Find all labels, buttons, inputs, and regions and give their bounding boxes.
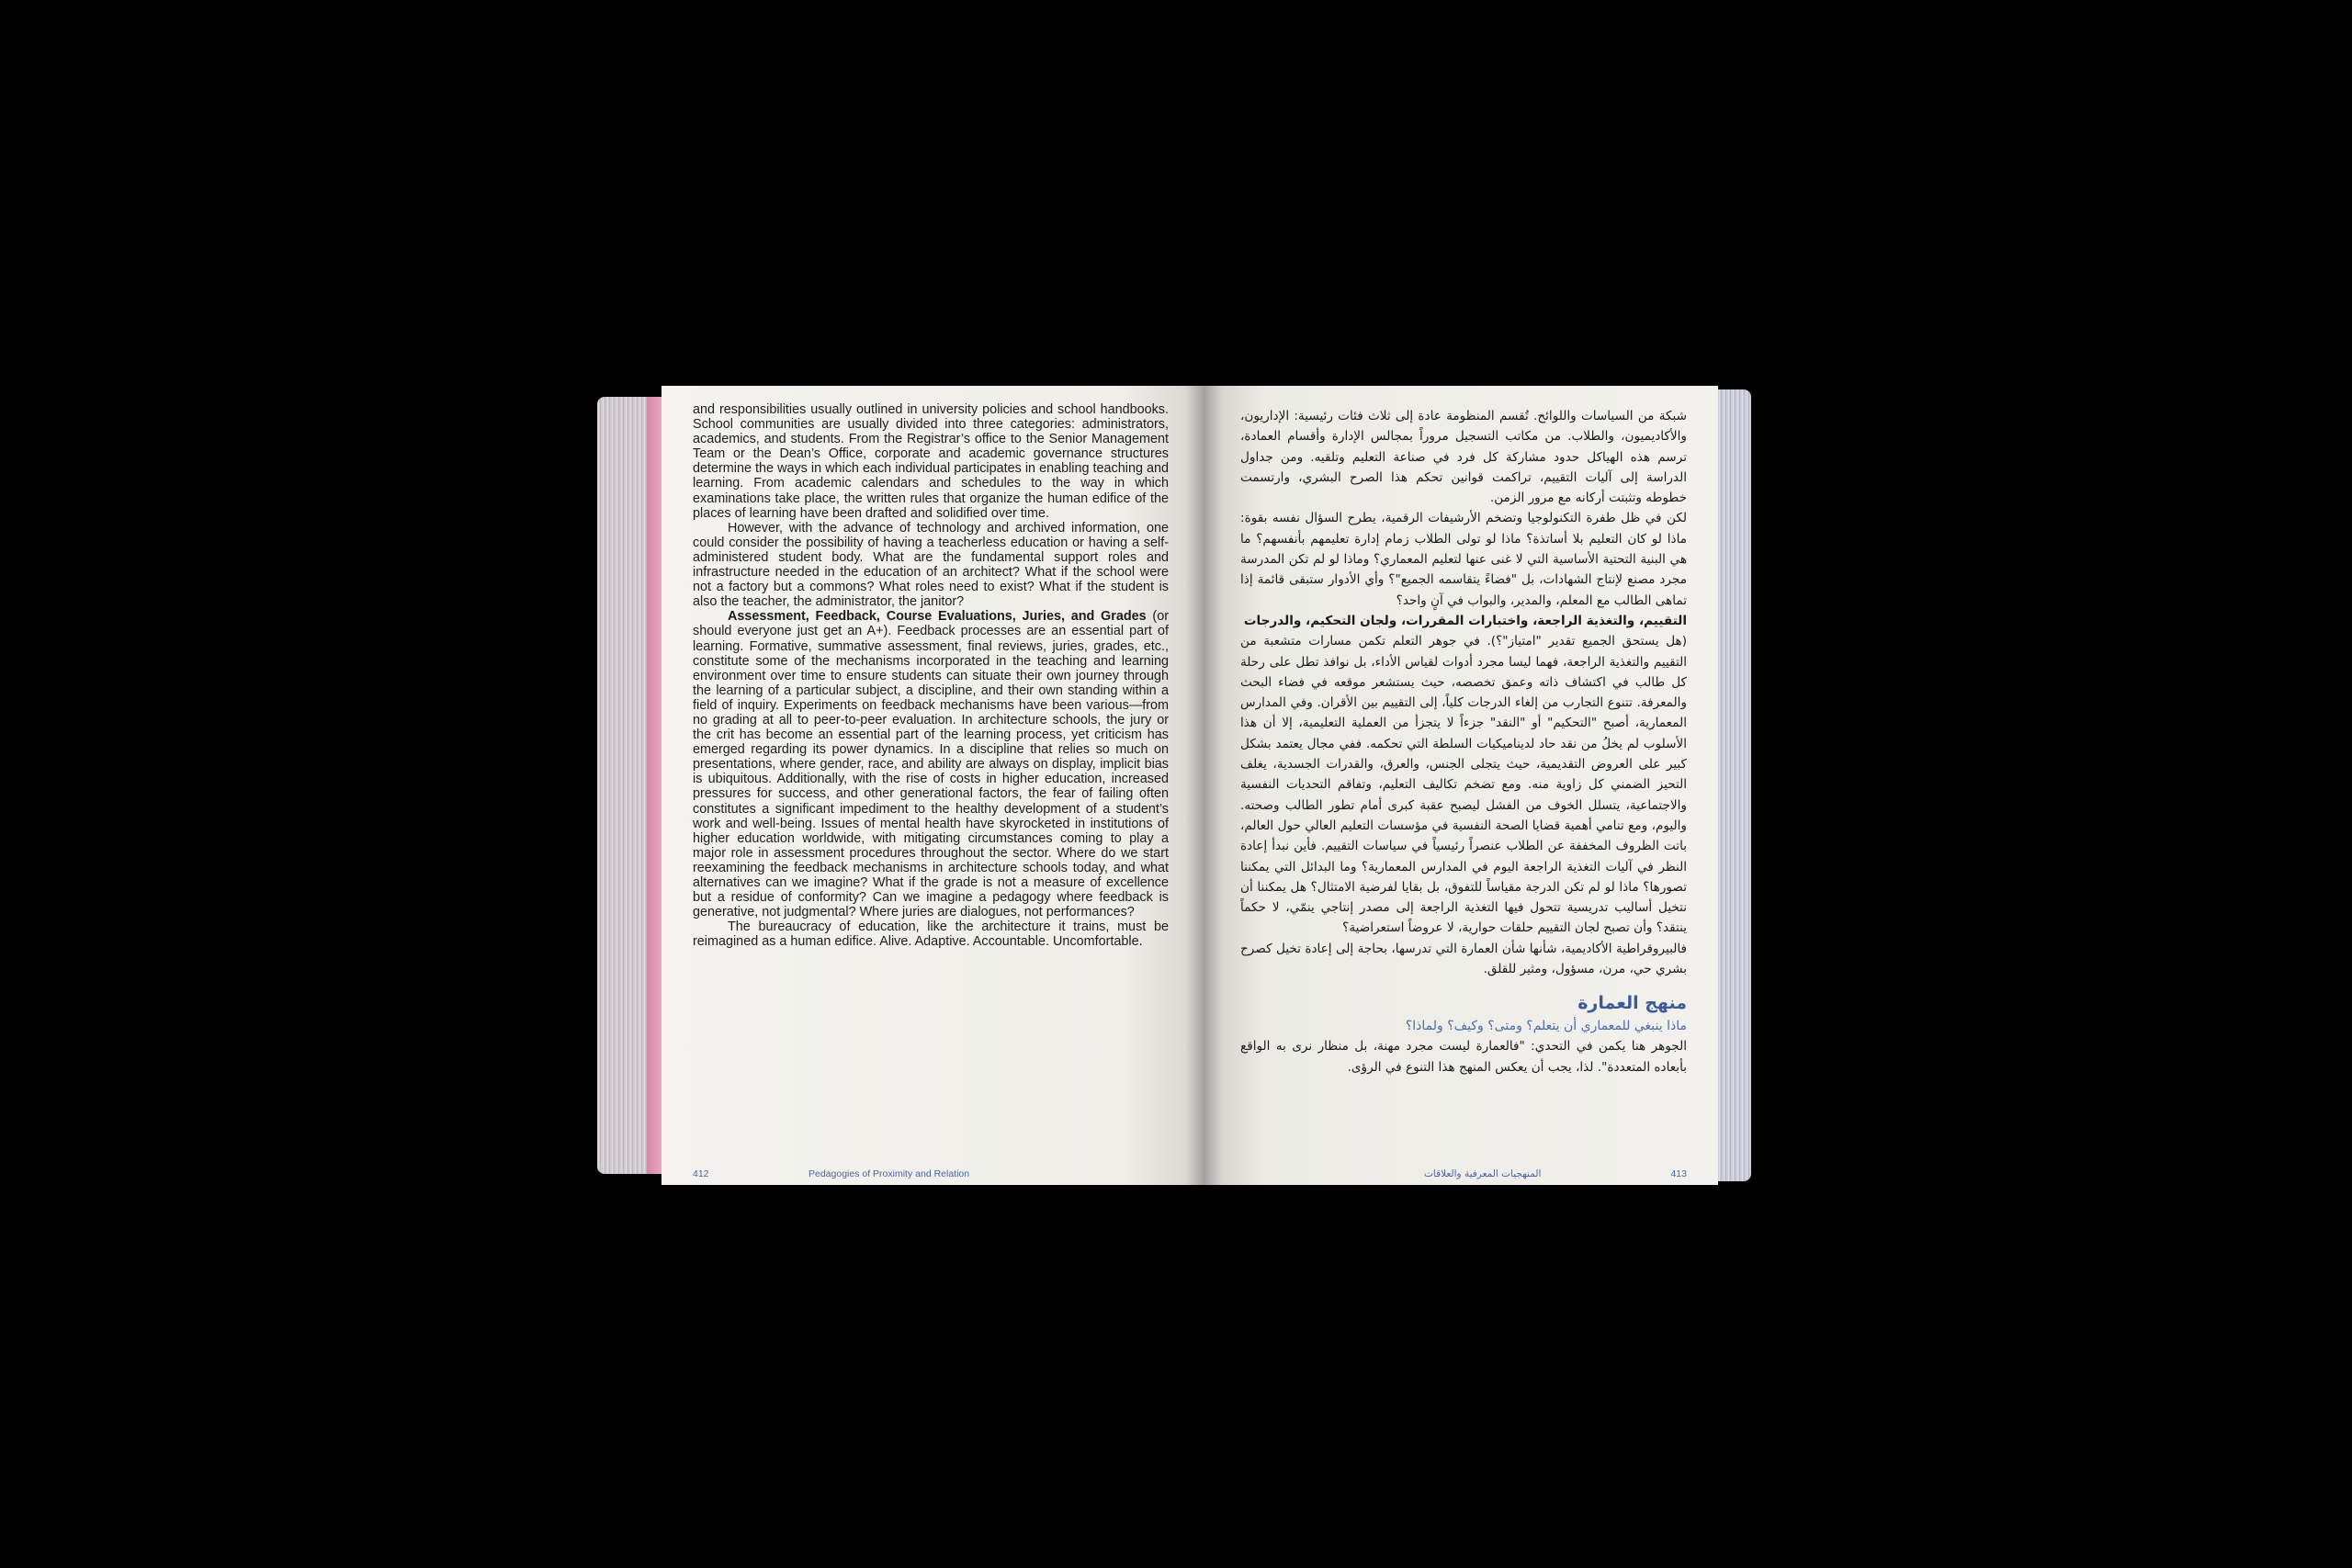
left-paragraph-assessment (693, 609, 1169, 919)
page-edges-right (1718, 389, 1751, 1181)
assessment-heading: Assessment, Feedback, Course Evaluations, Juries, and Grades (728, 609, 1147, 625)
page-edges-left (597, 397, 662, 1174)
right-heading: التقييم، والتغذية الراجعة، واختبارات المقررات، ولجان التحكيم، والدرجات (1243, 613, 1687, 628)
left-paragraph-1: and responsibilities usually outlined in university policies and school handbooks. School communities are usually divided into three categories: administrators, academics, and students. From the Registrar’s office to the Senior Management Team or the Dean’s Office, corporate and academic governance structures determine the ways in which each individual participates in enabling teaching and learning. From academic calendars and schedules to the way in which examinations take place, the written rules that organize the human edifice of the places of learning have been drafted and solidified over time. (693, 402, 1169, 521)
running-title-left: Pedagogies of Proximity and Relation (808, 1168, 970, 1179)
left-paragraph-2: However, with the advance of technology and archived information, one could consider the possibility of having a teacherless education or having a self-administered student body. What are the fundamental support roles and infrastructure needed in the education of an architect? What if the school were not a factory but a commons? What roles need to exist? What if the student is also the teacher, the administrator, the janitor? (693, 520, 1169, 610)
page-number-left: 412 (693, 1168, 709, 1179)
page-number-right: 413 (1670, 1168, 1687, 1179)
right-paragraph-5: الجوهر هنا يكمن في التحدي: "فالعمارة ليست مجرد مهنة، بل منظار نرى به الواقع بأبعاده المتعددة". لذا، يجب أن يعكس المنهج هذا التنوع في الرؤى. (1240, 1039, 1687, 1075)
right-paragraph-1: شبكة من السياسات واللوائح. تُقسم المنظومة عادة إلى ثلاث فئات رئيسية: الإداريون، والأكاديميون، والطلاب. من مكاتب التسجيل مروراً بمجالس الإدارة وأقسام العمادة، ترسم هذه الهياكل حدود مشاركة كل فرد في صناعة التعليم وتلقيه. ومن جداول الدراسة إلى آليات التقييم، تراكمت قوانين تحكم هذا الصرح البشري، وارتسمت خطوطه وتثبتت أركانه مع مرور الزمن. (1240, 409, 1687, 506)
open-book (597, 386, 1751, 1185)
section-title: منهج العمارة (1577, 993, 1687, 1014)
right-paragraph-2: لكن في ظل طفرة التكنولوجيا وتضخم الأرشيفات الرقمية، يطرح السؤال نفسه بقوة: ماذا لو كان التعليم بلا أساتذة؟ ماذا لو تولى الطلاب زمام إدارة تعليمهم بأنفسهم؟ ما هي البنية التحتية الأساسية التي لا غنى عنها لتعليم المعماري؟ وماذا لو لم تكن المدرسة مجرد مصنع لإنتاج الشهادات، بل "فضاءً يتقاسمه الجميع"؟ وأي الأدوار ستبقى قائمة إذا تماهى الطالب مع المعلم، والمدير، والبواب في آنٍ واحد؟ (1240, 511, 1687, 608)
assessment-text: (or should everyone just get an A+). Feedback processes are an essential part of learning. Formative, summative assessment, final reviews, juries, grades, etc., constitute some of the mechanisms incorporated in the teaching and learning environment over time to ensure students can situate their own journey through the learning of a particular subject, a discipline, and their own standing within a field of inquiry. Experiments on feedback mechanisms have been various—from no grading at all to peer-to-peer evaluation. In architecture schools, the jury or the crit has become an essential part of the learning process, yet criticism has emerged regarding its power dynamics. In a discipline that relies so much on presentations, where gender, race, and ability are always on display, implicit bias is ubiquitous. Additionally, with the rise of costs in higher education, increased pressures for success, and other generational factors, the fear of failing often constitutes a significant impediment to the healthy development of a student’s work and well-being. Issues of mental health have skyrocketed in institutions of higher education worldwide, with mitigating circumstances coming to play a major role in assessment procedures throughout the sector. Where do we start reexamining the feedback mechanisms in architecture schools today, and what alternatives can we imagine? What if the grade is not a measure of excellence but a residue of conformity? Can we imagine a pedagogy where feedback is generative, not judgmental? Where juries are dialogues, not performances? (693, 609, 1170, 920)
right-page (1204, 386, 1718, 1185)
right-paragraph-3: (هل يستحق الجميع تقدير "امتياز"؟). في جوهر التعلم تكمن مسارات متشعبة من التقييم والتغذية الراجعة، فهما ليسا مجرد أدوات لقياس الأداء، بل نوافذ تطل على رحلة كل طالب في اكتشاف ذاته وعمق تخصصه، حيث يستشعر موقعه في فضاء البحث والمعرفة. تتنوع التجارب من إلغاء الدرجات كلياً، إلى التقييم بين الأقران. وفي المدارس المعمارية، أصبح "التحكيم" أو "النقد" جزءاً لا يتجزأ من العملية التعليمية، إلا أن هذا الأسلوب لم يخلُ من نقد حاد لديناميكيات السلطة التي تحكمه. ففي مجال يعتمد بشكل كبير على العروض التقديمية، حيث يتجلى الجنس، والعرق، والقدرات الجسدية، يغلف التحيز الضمني كل زاوية منه. ومع تضخم تكاليف التعليم، وتفاقم التحديات النفسية والاجتماعية، يتسلل الخوف من الفشل ليصبح عقبة كبرى أمام تطور الطالب وصحته. واليوم، ومع تنامي أهمية قضايا الصحة النفسية في مؤسسات التعليم العالي حول العالم، باتت الظروف المخففة عن الطلاب عنصراً رئيسياً في سياسات التقييم. فأين نبدأ إعادة النظر في آليات التغذية الراجعة اليوم في المدارس المعمارية؟ وما البدائل التي يمكننا تصورها؟ ماذا لو لم تكن الدرجة مقياساً للتفوق، بل بقايا لفرضية الامتثال؟ هل يمكننا أن نتخيل أساليب تدريسية تتحول فيها التغذية الراجعة إلى مصدر إنتاجي ينمّي، لا حكماً ينتقد؟ وأن تصبح لجان التقييم حلقات حوارية، لا عروضاً استعراضية؟ (1240, 634, 1687, 936)
left-page (662, 386, 1204, 1185)
left-paragraph-closing: The bureaucracy of education, like the architecture it trains, must be reimagined as a human edifice. Alive. Adaptive. Accountable. Uncomfortable. (693, 919, 1169, 950)
running-title-right: المنهجيات المعرفية والعلاقات (1424, 1168, 1542, 1179)
right-paragraph-4: فالبيروقراطية الأكاديمية، شأنها شأن العمارة التي تدرسها، بحاجة إلى إعادة تخيل كصرح بشري حي، مرن، مسؤول، ومثير للقلق. (1240, 941, 1687, 977)
section-subtitle: ماذا ينبغي للمعماري أن يتعلم؟ ومتى؟ وكيف؟ ولماذا؟ (1405, 1019, 1687, 1034)
